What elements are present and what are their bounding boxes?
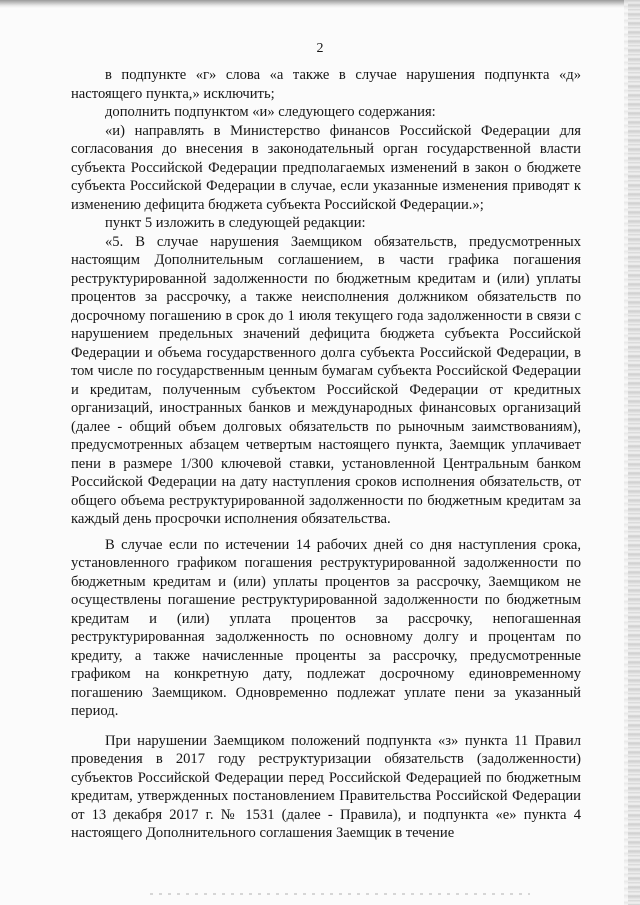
scan-edge-right (628, 0, 640, 905)
page-number: 2 (316, 41, 324, 56)
scan-edge-top (0, 0, 640, 8)
paragraph-point-5-text: «5. В случае нарушения Заемщиком обязательств, предусмотренных настоящим Дополнительным соглашением, в части графика погашения реструктурированной задолженности по бюджетным кредитам и (или) уплаты процентов за рассрочку, а также неисполнения должником обязательств по досрочному погашению в срок до 1 июля текущего года задолженности в связи с нарушением предельных значений дефицита бюджета субъекта Российской Федерации и объема государственного долга субъекта Российской Федерации, в том числе по государственным ценным бумагам субъекта Российской Федерации и кредитам, полученным субъектом Российской Федерации от кредитных организаций, иностранных банков и международных финансовых организаций (далее - общий объем долговых обязательств по рыночным заимствованиям), предусмотренных абзацем четвертым настоящего пункта, Заемщик уплачивает пени в размере 1/300 ключевой ставки, установленной Центральным банком Российской Федерации на дату наступления сроков исполнения обязательств, от общего объема реструктурированной задолженности по бюджетным кредитам за каждый день просрочки исполнения обязательства. (71, 233, 581, 527)
paragraph-violation-rules: При нарушении Заемщиком положений подпункта «з» пункта 11 Правил проведения в 2017 году реструктуризации обязательств (задолженности) субъектов Российской Федерации перед Российской Федерацией по бюджетным кредитам, утвержденных постановлением Правительства Российской Федерации от 13 декабря 2017 г. № 1531 (далее - Правила), и подпункта «е» пункта 4 настоящего Дополнительного соглашения Заемщик в течение (71, 732, 581, 841)
paragraph-point-5-intro: пункт 5 изложить в следующей редакции: (105, 215, 366, 231)
document-body (71, 66, 581, 843)
paragraph-14-days: В случае если по истечении 14 рабочих дней со дня наступления срока, установленного графиком погашения реструктурированной задолженности по бюджетным кредитам и (или) уплаты процентов за рассрочку, Заемщиком не осуществлены погашение реструктурированной задолженности по бюджетным кредитам и (или) уплата процентов за рассрочку, непогашенная реструктурированная задолженность по основному долгу и процентам по кредиту, а также начисленные проценты за рассрочку, предусмотренные графиком на конкретную дату, подлежат досрочному единовременному погашению Заемщиком. Одновременно подлежат уплате пени за указанный период. (71, 536, 581, 719)
scan-bottom-noise (150, 893, 530, 895)
paragraph-subpoint-g: в подпункте «г» слова «а также в случае нарушения подпункта «д» настоящего пункта,» исключить; (71, 67, 581, 102)
paragraph-add-subpoint-i: дополнить подпунктом «и» следующего содержания: (105, 104, 436, 120)
paragraph-subpoint-i-text: «и) направлять в Министерство финансов Российской Федерации для согласования до внесения в законодательный орган государственной власти субъекта Российской Федерации предполагаемых изменений в закон о бюджете субъекта Российской Федерации в случае, если указанные изменения приводят к изменению дефицита бюджета субъекта Российской Федерации.»; (71, 122, 581, 213)
